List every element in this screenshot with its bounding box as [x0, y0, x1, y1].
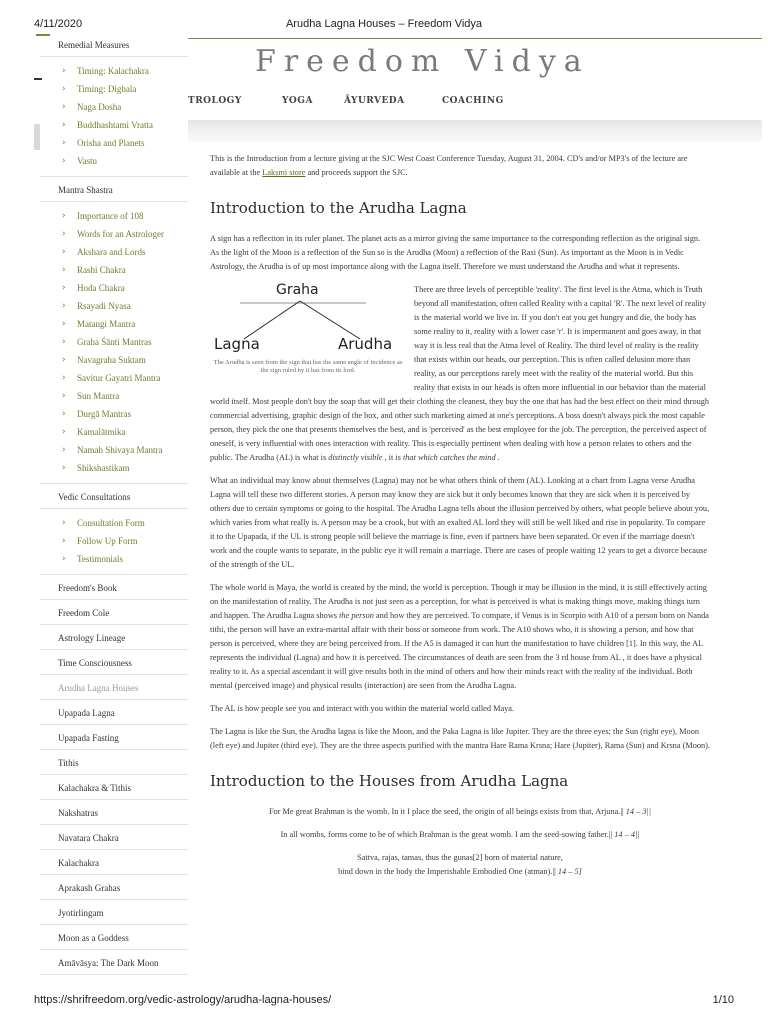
sidebar-subitem-label: Savitur Gayatri Mantra: [77, 373, 161, 383]
verse-14-3: [210, 805, 710, 819]
site-logo[interactable]: Freedom Vidya: [255, 44, 590, 79]
intro-paragraph: [210, 152, 710, 180]
sidebar-link-time-consciousness[interactable]: Time Consciousness: [40, 650, 188, 675]
sidebar-link-freedom-cole[interactable]: Freedom Cole: [40, 600, 188, 625]
p2-emphasis-1: distinctly visible: [328, 453, 383, 462]
chevron-right-icon: ›: [62, 409, 66, 419]
sidebar-subitem-shikshastikam[interactable]: [40, 459, 188, 477]
chevron-right-icon: ›: [62, 156, 66, 166]
sidebar-subitem-kamal-tmika[interactable]: [40, 423, 188, 441]
nav-item-astrology[interactable]: TROLOGY: [188, 96, 242, 106]
paragraph-5: The AL is how people see you and interact with you within the material world called Maya.: [210, 704, 515, 713]
sidebar-subitem-label: Akshara and Lords: [77, 247, 146, 257]
chevron-right-icon: ›: [62, 66, 66, 76]
diagram-label-arudha: Arudha: [338, 335, 393, 353]
sidebar-subitem-label: Importance of 108: [77, 211, 144, 221]
sidebar-subitem-rashi-chakra[interactable]: [40, 261, 188, 279]
remedial-submenu: [40, 57, 188, 177]
sidebar-link-astrology-lineage[interactable]: Astrology Lineage: [40, 625, 188, 650]
chevron-right-icon: ›: [62, 265, 66, 275]
chevron-right-icon: ›: [62, 138, 66, 148]
verse-1-ref: 14 – 3||: [625, 807, 652, 816]
sidebar-heading-mantra[interactable]: Mantra Shastra: [40, 177, 188, 202]
sidebar-subitem-hoda-chakra[interactable]: [40, 279, 188, 297]
sidebar-link-freedom-s-book[interactable]: Freedom's Book: [40, 575, 188, 600]
verse-1-text: For Me great Brahman is the womb. In it I place the seed, the origin of all beings exists from that, Arjuna.||: [268, 807, 624, 816]
sidebar-link-upapada-lagna[interactable]: Upapada Lagna: [40, 700, 188, 725]
chevron-right-icon: ›: [62, 355, 66, 365]
nav-item-coaching[interactable]: COACHING: [442, 96, 504, 106]
sidebar-subitem-label: Naga Dosha: [77, 102, 122, 112]
chevron-right-icon: ›: [62, 427, 66, 437]
sidebar-links: [40, 575, 188, 975]
heading-arudha-lagna: Introduction to the Arudha Lagna: [210, 199, 467, 217]
paragraph-6: The Lagna is like the Sun, the Arudha lagna is like the Moon, and the Paka Lagna is like Jupiter. They are the three eyes; the Sun (right eye), Moon (left eye) and Jupiter (third eye). They are the three aspects purified with the mantra Hare Rama Krsna; Hare (Jupiter), Rama (Sun) and Krsna (Moon).: [210, 727, 711, 750]
verse-2-ref: 14 – 4||: [614, 830, 640, 839]
sidebar-subitem-savitur-gayatri-mantra[interactable]: [40, 369, 188, 387]
sidebar-subitem-label: Consultation Form: [77, 518, 145, 528]
sidebar-subitem-orisha-and-planets[interactable]: [40, 134, 188, 152]
sidebar-link-kalachakra[interactable]: Kalachakra: [40, 850, 188, 875]
sidebar-subitem-sun-mantra[interactable]: [40, 387, 188, 405]
print-date: 4/11/2020: [34, 18, 83, 30]
laksmi-store-link[interactable]: Lakṣmi store: [262, 168, 306, 177]
sidebar-subitem-label: Testimonials: [77, 554, 123, 564]
sidebar-link-upapada-fasting[interactable]: Upapada Fasting: [40, 725, 188, 750]
sidebar-subitem-label: Timing: Kalachakra: [77, 66, 149, 76]
sidebar-subitem-testimonials[interactable]: [40, 550, 188, 568]
sidebar-subitem-label: Shikshastikam: [77, 463, 130, 473]
sidebar-subitem-label: Sun Mantra: [77, 391, 120, 401]
diagram-label-lagna: Lagna: [214, 335, 260, 353]
chevron-right-icon: ›: [62, 518, 66, 528]
heading-houses: Introduction to the Houses from Arudha Lagna: [210, 772, 569, 790]
sidebar-subitem-vastu[interactable]: [40, 152, 188, 170]
p4-text-end: and how they are perceived. To compare, if Venus is in Scorpio with A10 of a person born on Nanda tithi, the person will have an extra-marital affair with their boss or someone from work. The A10 shows who, it is showing a person, and how that person is perceived, where they are being perceived from. If the A5 is damaged it can hurt the manifestation to have children [1]. In this way, the AL represents the individual (Lagna) and how it is perceived. The circumstances of death are seen from the 3 rd house from AL , it does have a physical reality to it. As a special ascendant it will give results both in the mind of others and how their minds react with the reality of the individual. Both mental (perceived image) and physical results (interaction) are seen from the Arudha Lagna.: [210, 611, 709, 690]
print-title: Arudha Lagna Houses – Freedom Vidya: [285, 18, 483, 30]
sidebar-subitem-naga-dosha[interactable]: [40, 98, 188, 116]
sidebar-subitem-label: Vastu: [77, 156, 97, 166]
verse-14-5: [210, 851, 710, 879]
sidebar-link-tithis[interactable]: Tithis: [40, 750, 188, 775]
print-url: https://shrifreedom.org/vedic-astrology/arudha-lagna-houses/: [34, 994, 332, 1006]
sidebar-menu: [40, 32, 188, 984]
p2-emphasis-2: that which catches the mind: [402, 453, 496, 462]
p4-text: The whole world is Maya, the world is created by the mind, the world is perception. Though it may be illusion in the mind, it is still effectively acting on the manifestation of reality. The Arudha is not just seen as a perception, for what is perceived is what is making things move, making things turn and happen. The Arudha Lagna shows: [210, 583, 707, 620]
sidebar-subitem-label: Timing: Digbala: [77, 84, 137, 94]
consultations-submenu: [40, 509, 188, 575]
diagram-label-graha: Graha: [276, 282, 319, 298]
sidebar-subitem-consultation-form[interactable]: [40, 514, 188, 532]
chevron-right-icon: ›: [62, 84, 66, 94]
p2-text-mid: , it is: [382, 453, 403, 462]
p4-emphasis: the person: [339, 611, 374, 620]
sidebar-subitem-label: Namah Shivaya Mantra: [77, 445, 163, 455]
sidebar-subitem-timing-digbala[interactable]: [40, 80, 188, 98]
sidebar-subitem-label: Durgā Mantras: [77, 409, 132, 419]
sidebar-subitem-label: Words for an Astrologer: [77, 229, 165, 239]
sidebar-subitem-label: Hoda Chakra: [77, 283, 125, 293]
sidebar-subitem-label: Rsayadi Nyasa: [77, 301, 131, 311]
sidebar-subitem-label: Navagraha Suktam: [77, 355, 146, 365]
print-page-number: 1/10: [712, 994, 734, 1006]
sidebar-link-kalachakra-tithis[interactable]: Kalachakra & Tithis: [40, 775, 188, 800]
paragraph-4: [210, 581, 710, 693]
sidebar-heading-remedial[interactable]: Remedial Measures: [40, 32, 188, 57]
sidebar-subitem-importance-of-108[interactable]: [40, 207, 188, 225]
chevron-right-icon: ›: [62, 102, 66, 112]
sidebar-subitem-navagraha-suktam[interactable]: [40, 351, 188, 369]
chevron-right-icon: ›: [62, 120, 66, 130]
sidebar-subitem-akshara-and-lords[interactable]: [40, 243, 188, 261]
chevron-right-icon: ›: [62, 391, 66, 401]
verse-14-4: [210, 828, 710, 842]
sidebar-link-navatara-chakra[interactable]: Navatara Chakra: [40, 825, 188, 850]
sidebar-subitem-label: Rashi Chakra: [77, 265, 126, 275]
verse-3-ref: 14 – 5]: [557, 867, 582, 876]
chevron-right-icon: ›: [62, 554, 66, 564]
sidebar-link-moon-as-a-goddess[interactable]: Moon as a Goddess: [40, 925, 188, 950]
sidebar-subitem-words-for-an-astrologer[interactable]: [40, 225, 188, 243]
verse-2-text: In all wombs, forms come to be of which Brahman is the great womb. I am the seed-sowing father.||: [280, 830, 613, 839]
chevron-right-icon: ›: [62, 463, 66, 473]
chevron-right-icon: ›: [62, 229, 66, 239]
nav-item-yoga[interactable]: YOGA: [282, 96, 313, 106]
sidebar-link-aprakash-grahas[interactable]: Aprakash Grahas: [40, 875, 188, 900]
p2-text: There are three levels of perceptible 'reality'. The first level is the Atma, which is Truth beyond all manifestation, often called Reality with a capital 'R'. The next level of reality is the material world we live in. If you don't eat you get hungry and die, the body has some reality to it, reality with a lower case 'r'. It is impermanent and goes away, in that way it is less real that the Atma level of Reality. The third level of reality is the reality that exists within our heads, our perception. This is often called delusion more than reality, as our perceptions rarely meet with the reality of the material world. But this reality that exists in our heads is often more influential in our behavior than the material world itself. Most people don't buy the soap that will get their clothing the cleanest, they buy the one that has had the best effect on their mind through commercial advertising, graphic design of the box, and other such marketing aimed at one's perceptions. A boss doesn't always pick the most capable person, they pick the one that presents themselves the best, and is 'perceived' as the best employee for the job. The perception, the perceived aspect of oneself, is very influential with ones interaction with reality. This is especially pertinent when dealing with how a person relates to others and the public. The Arudha (AL) is what is: [210, 285, 710, 462]
paragraph-3: What an individual may know about themselves (Lagna) may not be what others think of them (AL). Looking at a chart from Lagna verse Arudha Lagna will tell these two different stories. A person may know they are sick but it only becomes known that they are sick when it is perceived by others due to certain symptoms or going to the hospital. The Arudha Lagna tells about the illusion perceived by others, what people believe about you, which varies from what really is. A person may be a crook, but with an exalted AL lord they will still be well liked and rise in popularity. To compare it to the Upapada, if the UL is strong people will believe the marriage is fine, even if partners have been separated. Or even if the marriage doesn't work and the couple wants to separate, in the public eye it will remain a marriage. There are cases of people waiting 12 years to get a divorce because of the strength of the UL.: [210, 476, 710, 569]
chevron-right-icon: ›: [62, 247, 66, 257]
chevron-right-icon: ›: [62, 301, 66, 311]
sidebar-subitem-label: Graha Śānti Mantras: [77, 337, 152, 347]
chevron-right-icon: ›: [62, 536, 66, 546]
header-rule: [188, 38, 762, 39]
sidebar-subitem-namah-shivaya-mantra[interactable]: [40, 441, 188, 459]
verse-3-line-1: Sattva, rajas, tamas, thus the gunas[2] born of material nature,: [357, 853, 563, 862]
sidebar-link-nakshatras[interactable]: Nakshatras: [40, 800, 188, 825]
sidebar-subitem-label: Kamalātmika: [77, 427, 126, 437]
sidebar-link-jyotirlingam[interactable]: Jyotirlingam: [40, 900, 188, 925]
mantra-submenu: [40, 202, 188, 484]
article: [210, 152, 710, 888]
sidebar-subitem-graha-nti-mantras[interactable]: [40, 333, 188, 351]
sidebar-subitem-label: Orisha and Planets: [77, 138, 145, 148]
p2-text-end: .: [495, 453, 500, 462]
sidebar-subitem-buddhashtami-vratta[interactable]: [40, 116, 188, 134]
sidebar-heading-consultations[interactable]: Vedic Consultations: [40, 484, 188, 509]
chevron-right-icon: ›: [62, 337, 66, 347]
chevron-right-icon: ›: [62, 319, 66, 329]
intro-text: This is the Introduction from a lecture giving at the SJC West Coast Conference Tuesday, August 31, 2004. CD's and/or MP3's of the lecture are available at the: [210, 154, 688, 177]
sidebar-subitem-matangi-mantra[interactable]: [40, 315, 188, 333]
sidebar-subitem-rsayadi-nyasa[interactable]: [40, 297, 188, 315]
verse-3-line-2: bind down in the body the Imperishable Embodied One (atman).||: [338, 867, 556, 876]
graha-lagna-arudha-diagram: [210, 283, 406, 393]
intro-text-end: and proceeds support the SJC.: [305, 168, 408, 177]
sidebar-subitem-label: Matangi Mantra: [77, 319, 136, 329]
sidebar-link-am-v-sya-the-dark-moon[interactable]: Amāvāsya: The Dark Moon: [40, 950, 188, 975]
sidebar-subitem-timing-kalachakra[interactable]: [40, 62, 188, 80]
diagram-caption: The Arudha is seen from the sign that has the same angle of incidence as the sign ruled by it has from its lord.: [213, 359, 403, 374]
chevron-right-icon: ›: [62, 373, 66, 383]
sidebar-subitem-label: Follow Up Form: [77, 536, 138, 546]
sidebar-subitem-durg-mantras[interactable]: [40, 405, 188, 423]
chevron-right-icon: ›: [62, 211, 66, 221]
sidebar-link-arudha-lagna-houses[interactable]: Arudha Lagna Houses: [40, 675, 188, 700]
print-header: [0, 14, 768, 34]
chevron-right-icon: ›: [62, 283, 66, 293]
nav-item-ayurveda[interactable]: ĀYURVEDA: [344, 96, 405, 106]
sidebar-subitem-follow-up-form[interactable]: [40, 532, 188, 550]
chevron-right-icon: ›: [62, 445, 66, 455]
paragraph-1: A sign has a reflection in its ruler planet. The planet acts as a mirror giving the same importance to the corresponding reflection as the original sign. As the light of the Moon is a reflection of the Sun so is the Arudha (Moon) a reflection of the Rasi (Sun). As important as the Moon is in Vedic Astrology, the Arudha is of up most importance along with the Lagna itself. Therefore we must understand the Arudha and what it represents.: [210, 234, 701, 271]
nav-shadow: [188, 120, 762, 142]
sidebar-subitem-label: Buddhashtami Vratta: [77, 120, 154, 130]
